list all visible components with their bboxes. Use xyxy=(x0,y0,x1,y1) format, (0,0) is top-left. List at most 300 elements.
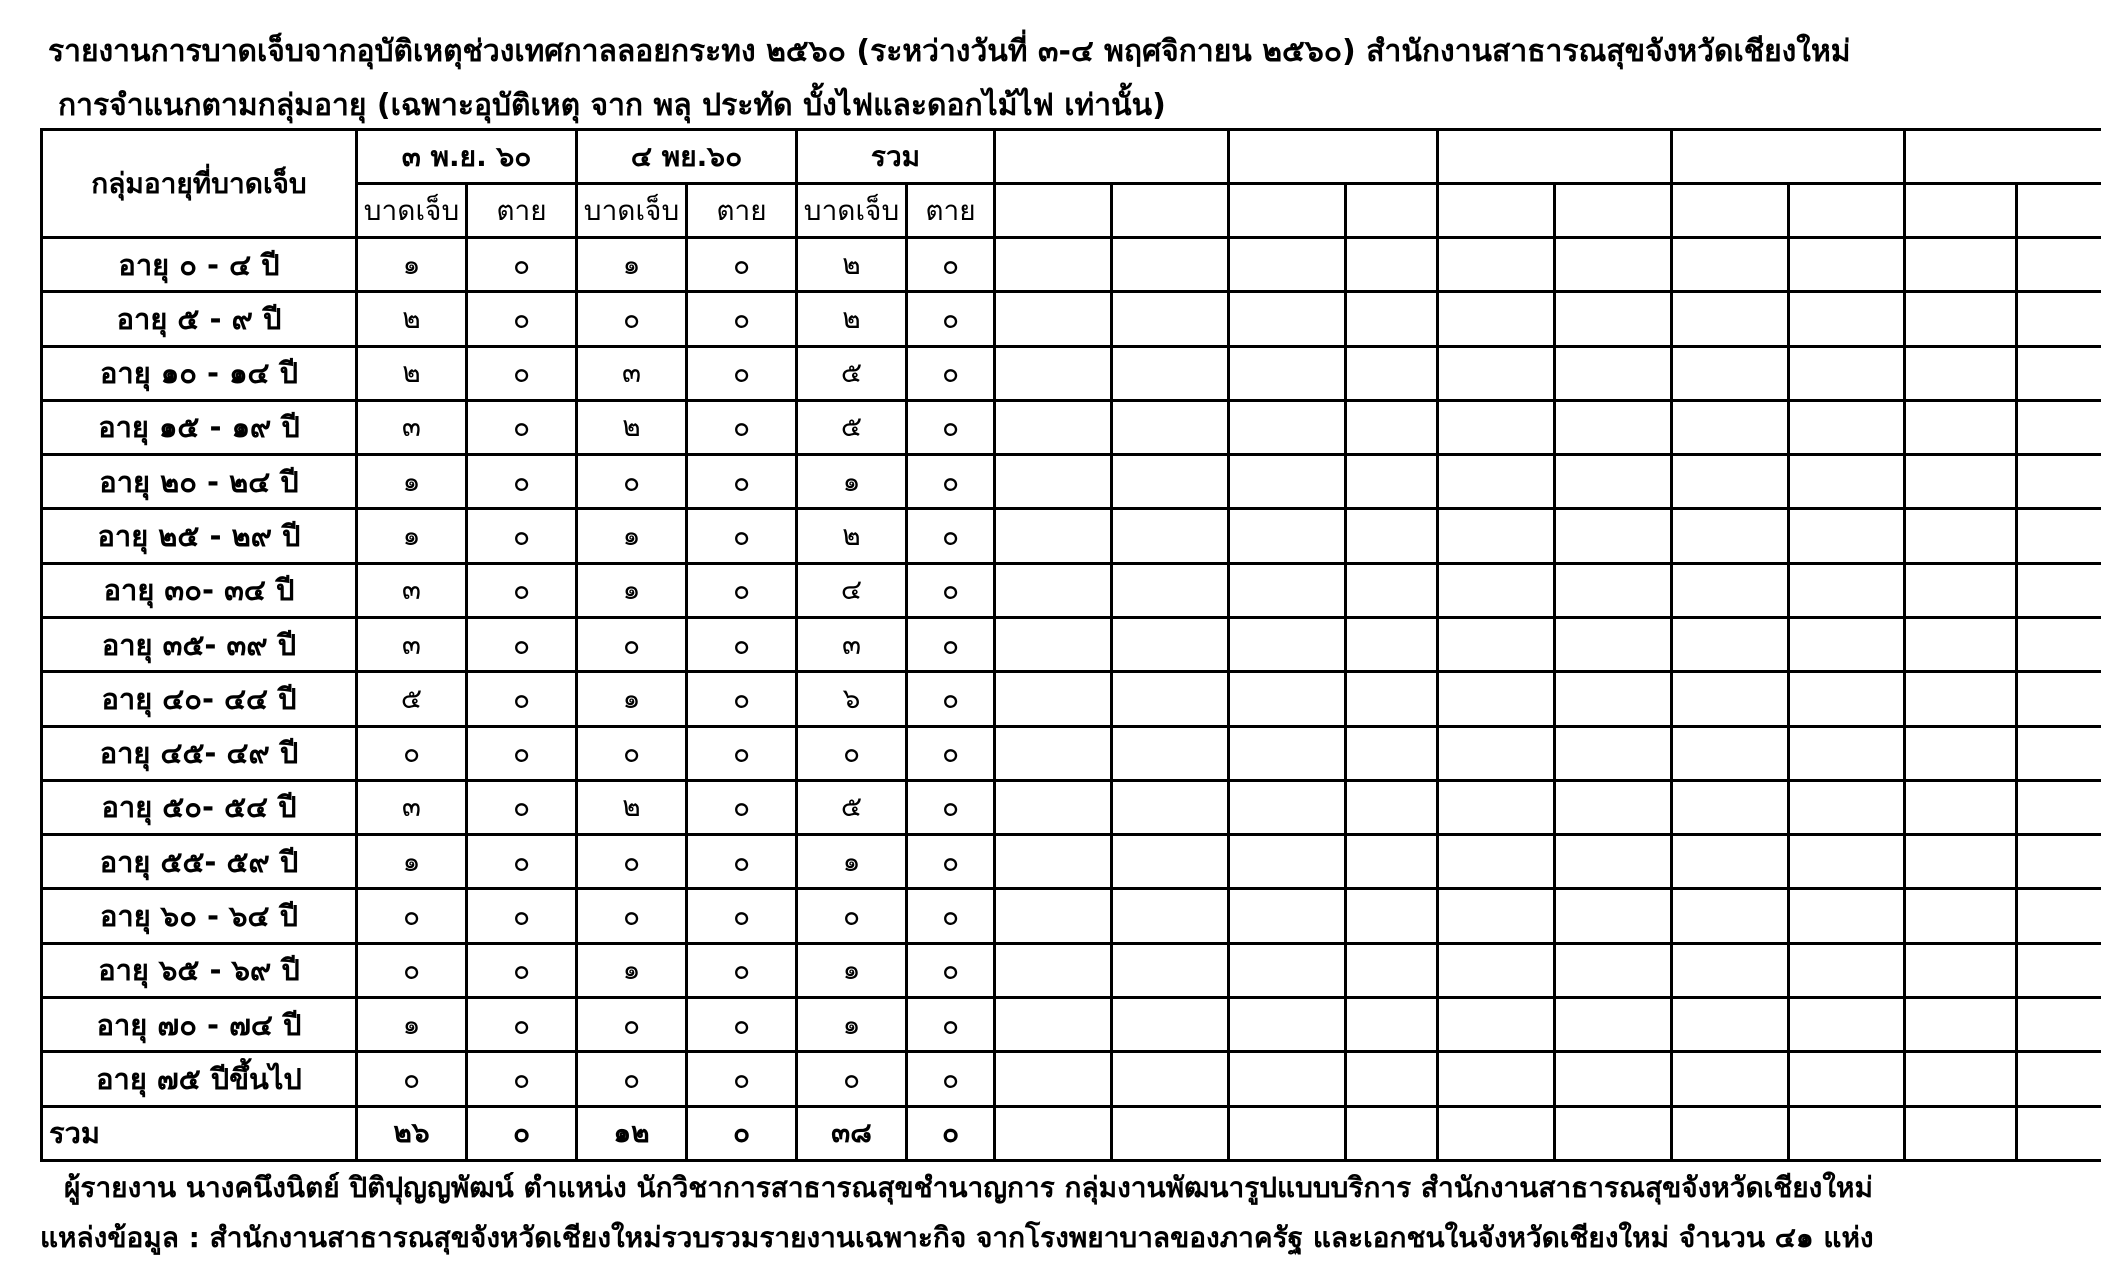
empty-cell xyxy=(1672,1106,1789,1161)
death-count: ๐ xyxy=(467,672,577,726)
empty-cell xyxy=(2017,672,2101,726)
death-count: ๐ xyxy=(467,889,577,943)
empty-cell xyxy=(1555,726,1672,780)
empty-sub-header xyxy=(2017,184,2101,238)
empty-cell xyxy=(1112,238,1229,292)
empty-cell xyxy=(995,943,1112,997)
age-group-label: อายุ ๔๕- ๔๙ ปี xyxy=(42,726,357,780)
empty-cell xyxy=(1789,997,1905,1051)
empty-sub-header xyxy=(1112,184,1229,238)
empty-cell xyxy=(1789,346,1905,400)
death-count: ๐ xyxy=(467,1106,577,1161)
death-count: ๐ xyxy=(467,455,577,509)
empty-sub-header xyxy=(1555,184,1672,238)
table-row xyxy=(42,726,2101,780)
death-count: ๐ xyxy=(687,726,797,780)
empty-cell xyxy=(1555,238,1672,292)
empty-cell xyxy=(1346,726,1438,780)
age-group-label: อายุ ๖๐ - ๖๔ ปี xyxy=(42,889,357,943)
empty-sub-header xyxy=(1229,184,1346,238)
empty-cell xyxy=(1789,672,1905,726)
empty-cell xyxy=(1555,292,1672,346)
age-group-label: อายุ ๕๐- ๕๔ ปี xyxy=(42,780,357,834)
empty-cell xyxy=(1112,889,1229,943)
empty-cell xyxy=(1438,835,1555,889)
empty-cell xyxy=(2017,346,2101,400)
empty-cell xyxy=(1555,835,1672,889)
injured-count: ๕ xyxy=(797,346,907,400)
empty-cell xyxy=(2017,780,2101,834)
empty-cell xyxy=(1905,563,2017,617)
empty-cell xyxy=(1789,780,1905,834)
empty-cell xyxy=(1112,1106,1229,1161)
injured-count: ๐ xyxy=(357,889,467,943)
empty-cell xyxy=(1229,617,1346,671)
injured-count: ๑ xyxy=(797,943,907,997)
injured-count: ๒ xyxy=(797,292,907,346)
age-group-label: อายุ ๓๕- ๓๙ ปี xyxy=(42,617,357,671)
empty-cell xyxy=(1672,672,1789,726)
injured-count: ๐ xyxy=(357,726,467,780)
empty-cell xyxy=(2017,943,2101,997)
empty-cell xyxy=(995,563,1112,617)
age-group-label: อายุ ๐ - ๔ ปี xyxy=(42,238,357,292)
age-group-label: อายุ ๑๕ - ๑๙ ปี xyxy=(42,400,357,454)
empty-cell xyxy=(1555,672,1672,726)
empty-cell xyxy=(1346,509,1438,563)
empty-cell xyxy=(1672,889,1789,943)
death-count: ๐ xyxy=(907,943,995,997)
empty-cell xyxy=(1112,997,1229,1051)
total-label: รวม xyxy=(42,1106,357,1161)
empty-cell xyxy=(1789,726,1905,780)
empty-sub-header xyxy=(1672,184,1789,238)
empty-cell xyxy=(1789,400,1905,454)
death-count: ๐ xyxy=(687,509,797,563)
death-count: ๐ xyxy=(467,835,577,889)
injured-count: ๑ xyxy=(357,997,467,1051)
empty-cell xyxy=(1905,400,2017,454)
empty-cell xyxy=(1438,292,1555,346)
empty-cell xyxy=(1555,780,1672,834)
empty-cell xyxy=(2017,835,2101,889)
empty-cell xyxy=(1905,943,2017,997)
empty-group-header xyxy=(1438,130,1672,184)
empty-cell xyxy=(1555,346,1672,400)
death-count: ๐ xyxy=(907,672,995,726)
empty-cell xyxy=(1555,889,1672,943)
injured-count: ๑ xyxy=(577,943,687,997)
empty-group-header xyxy=(1905,130,2101,184)
sub-header-dead: ตาย xyxy=(467,184,577,238)
report-subtitle: การจำแนกตามกลุ่มอายุ (เฉพาะอุบัติเหตุ จาก พลุ ประทัด บั้งไฟและดอกไม้ไฟ เท่านั้น) xyxy=(58,88,1166,123)
empty-cell xyxy=(1438,780,1555,834)
empty-cell xyxy=(1112,617,1229,671)
death-count: ๐ xyxy=(467,509,577,563)
empty-cell xyxy=(1346,1052,1438,1106)
empty-cell xyxy=(1905,1052,2017,1106)
empty-cell xyxy=(1438,509,1555,563)
empty-cell xyxy=(1346,997,1438,1051)
empty-cell xyxy=(1112,346,1229,400)
injured-count: ๑ xyxy=(577,509,687,563)
empty-cell xyxy=(1672,617,1789,671)
death-count: ๐ xyxy=(467,292,577,346)
empty-cell xyxy=(1789,835,1905,889)
empty-cell xyxy=(1789,238,1905,292)
injured-count: ๐ xyxy=(577,617,687,671)
sub-header-injured: บาดเจ็บ xyxy=(357,184,467,238)
empty-cell xyxy=(1672,997,1789,1051)
empty-cell xyxy=(2017,563,2101,617)
empty-cell xyxy=(1672,346,1789,400)
empty-group-header xyxy=(995,130,1229,184)
empty-cell xyxy=(1112,292,1229,346)
table-row xyxy=(42,400,2101,454)
empty-cell xyxy=(1229,238,1346,292)
empty-cell xyxy=(1346,455,1438,509)
death-count: ๐ xyxy=(907,617,995,671)
injured-count: ๓ xyxy=(797,617,907,671)
empty-cell xyxy=(1438,889,1555,943)
injured-count: ๐ xyxy=(577,292,687,346)
empty-cell xyxy=(1789,1106,1905,1161)
death-count: ๐ xyxy=(907,238,995,292)
empty-cell xyxy=(1229,943,1346,997)
empty-cell xyxy=(1346,400,1438,454)
empty-cell xyxy=(995,835,1112,889)
empty-cell xyxy=(1229,726,1346,780)
empty-cell xyxy=(995,672,1112,726)
empty-cell xyxy=(2017,509,2101,563)
empty-cell xyxy=(2017,400,2101,454)
group-header-nov3: ๓ พ.ย. ๖๐ xyxy=(357,130,577,184)
death-count: ๐ xyxy=(467,238,577,292)
empty-sub-header xyxy=(1438,184,1555,238)
table-row xyxy=(42,455,2101,509)
empty-cell xyxy=(1905,455,2017,509)
empty-cell xyxy=(1905,780,2017,834)
empty-cell xyxy=(1112,400,1229,454)
injured-count: ๑ xyxy=(797,997,907,1051)
injured-count: ๐ xyxy=(577,1052,687,1106)
table-row xyxy=(42,943,2101,997)
empty-cell xyxy=(1555,455,1672,509)
empty-cell xyxy=(1229,780,1346,834)
injured-count: ๑ xyxy=(357,835,467,889)
sub-header-injured: บาดเจ็บ xyxy=(797,184,907,238)
empty-cell xyxy=(995,997,1112,1051)
empty-sub-header xyxy=(1789,184,1905,238)
death-count: ๐ xyxy=(467,726,577,780)
death-count: ๐ xyxy=(467,617,577,671)
death-count: ๐ xyxy=(687,997,797,1051)
empty-cell xyxy=(1438,455,1555,509)
empty-cell xyxy=(2017,997,2101,1051)
empty-cell xyxy=(1346,563,1438,617)
empty-cell xyxy=(995,780,1112,834)
table-row xyxy=(42,292,2101,346)
empty-cell xyxy=(1438,1052,1555,1106)
death-count: ๐ xyxy=(907,1052,995,1106)
injured-count: ๒ xyxy=(797,238,907,292)
death-count: ๐ xyxy=(907,346,995,400)
table-row xyxy=(42,780,2101,834)
injured-count: ๐ xyxy=(797,889,907,943)
empty-cell xyxy=(1789,1052,1905,1106)
injured-count: ๒ xyxy=(797,509,907,563)
empty-group-header xyxy=(1229,130,1438,184)
empty-cell xyxy=(1438,672,1555,726)
empty-cell xyxy=(1672,1052,1789,1106)
age-group-label: อายุ ๓๐- ๓๔ ปี xyxy=(42,563,357,617)
empty-cell xyxy=(1438,617,1555,671)
empty-cell xyxy=(995,400,1112,454)
empty-cell xyxy=(995,889,1112,943)
empty-cell xyxy=(1112,455,1229,509)
injured-count: ๑๒ xyxy=(577,1106,687,1161)
empty-cell xyxy=(995,1052,1112,1106)
table-row xyxy=(42,509,2101,563)
empty-cell xyxy=(1346,346,1438,400)
empty-cell xyxy=(1346,943,1438,997)
death-count: ๐ xyxy=(687,1106,797,1161)
age-group-label: อายุ ๑๐ - ๑๔ ปี xyxy=(42,346,357,400)
injured-count: ๐ xyxy=(797,1052,907,1106)
empty-cell xyxy=(1229,1106,1346,1161)
empty-cell xyxy=(1672,726,1789,780)
table-row xyxy=(42,563,2101,617)
empty-cell xyxy=(1672,509,1789,563)
empty-cell xyxy=(1905,1106,2017,1161)
table-row xyxy=(42,346,2101,400)
injured-count: ๑ xyxy=(577,563,687,617)
empty-cell xyxy=(1346,617,1438,671)
empty-cell xyxy=(2017,455,2101,509)
injured-count: ๓ xyxy=(357,780,467,834)
empty-cell xyxy=(1555,997,1672,1051)
table-row xyxy=(42,889,2101,943)
empty-cell xyxy=(1789,455,1905,509)
report-title: รายงานการบาดเจ็บจากอุบัติเหตุช่วงเทศกาลลอยกระทง ๒๕๖๐ (ระหว่างวันที่ ๓-๔ พฤศจิกายน ๒๕๖๐) สำนักงานสาธารณสุขจังหวัดเชียงใหม่ xyxy=(48,34,1851,69)
empty-cell xyxy=(1438,346,1555,400)
empty-cell xyxy=(1346,780,1438,834)
empty-cell xyxy=(1438,400,1555,454)
death-count: ๐ xyxy=(687,238,797,292)
empty-cell xyxy=(1112,943,1229,997)
empty-cell xyxy=(1905,346,2017,400)
death-count: ๐ xyxy=(907,400,995,454)
death-count: ๐ xyxy=(907,509,995,563)
empty-cell xyxy=(1112,509,1229,563)
death-count: ๐ xyxy=(687,835,797,889)
injured-count: ๕ xyxy=(797,780,907,834)
sub-header-dead: ตาย xyxy=(687,184,797,238)
injured-count: ๑ xyxy=(357,455,467,509)
empty-cell xyxy=(2017,238,2101,292)
sub-header-injured: บาดเจ็บ xyxy=(577,184,687,238)
age-group-label: อายุ ๒๐ - ๒๔ ปี xyxy=(42,455,357,509)
injured-count: ๐ xyxy=(577,726,687,780)
empty-cell xyxy=(1789,889,1905,943)
empty-cell xyxy=(1229,889,1346,943)
empty-cell xyxy=(1112,563,1229,617)
injured-count: ๐ xyxy=(577,835,687,889)
empty-cell xyxy=(1438,943,1555,997)
empty-sub-header xyxy=(995,184,1112,238)
empty-cell xyxy=(995,617,1112,671)
empty-cell xyxy=(1229,1052,1346,1106)
empty-cell xyxy=(1229,835,1346,889)
empty-cell xyxy=(1438,238,1555,292)
table-row xyxy=(42,997,2101,1051)
age-group-header: กลุ่มอายุที่บาดเจ็บ xyxy=(42,130,357,238)
empty-cell xyxy=(2017,1052,2101,1106)
injured-count: ๒ xyxy=(357,292,467,346)
empty-cell xyxy=(1346,889,1438,943)
empty-cell xyxy=(1229,563,1346,617)
empty-cell xyxy=(1905,835,2017,889)
header-row-groups xyxy=(42,130,2101,184)
empty-sub-header xyxy=(1346,184,1438,238)
empty-cell xyxy=(1905,617,2017,671)
death-count: ๐ xyxy=(907,997,995,1051)
injured-count: ๑ xyxy=(357,509,467,563)
empty-cell xyxy=(2017,1106,2101,1161)
death-count: ๐ xyxy=(907,835,995,889)
empty-cell xyxy=(1438,726,1555,780)
empty-cell xyxy=(1112,780,1229,834)
empty-cell xyxy=(1905,889,2017,943)
empty-cell xyxy=(1789,292,1905,346)
age-group-label: อายุ ๒๕ - ๒๙ ปี xyxy=(42,509,357,563)
injured-count: ๑ xyxy=(357,238,467,292)
empty-cell xyxy=(1905,292,2017,346)
empty-cell xyxy=(2017,617,2101,671)
empty-cell xyxy=(1789,943,1905,997)
death-count: ๐ xyxy=(907,726,995,780)
injured-count: ๑ xyxy=(577,238,687,292)
empty-cell xyxy=(1555,400,1672,454)
death-count: ๐ xyxy=(687,346,797,400)
injured-count: ๐ xyxy=(577,997,687,1051)
empty-cell xyxy=(1438,997,1555,1051)
death-count: ๐ xyxy=(467,1052,577,1106)
data-source-note: แหล่งข้อมูล : สำนักงานสาธารณสุขจังหวัดเชียงใหม่รวบรวมรายงานเฉพาะกิจ จากโรงพยาบาลของภาครัฐ และเอกชนในจังหวัดเชียงใหม่ จำนวน ๔๑ แห่ง xyxy=(40,1221,1874,1254)
empty-cell xyxy=(1672,563,1789,617)
empty-cell xyxy=(1229,400,1346,454)
empty-cell xyxy=(1438,1106,1555,1161)
empty-cell xyxy=(1555,943,1672,997)
empty-cell xyxy=(1672,943,1789,997)
empty-cell xyxy=(1905,672,2017,726)
table-row xyxy=(42,835,2101,889)
injured-count: ๑ xyxy=(577,672,687,726)
empty-cell xyxy=(1112,835,1229,889)
empty-cell xyxy=(1112,672,1229,726)
table-row xyxy=(42,238,2101,292)
death-count: ๐ xyxy=(467,780,577,834)
empty-cell xyxy=(2017,726,2101,780)
death-count: ๐ xyxy=(907,1106,995,1161)
death-count: ๐ xyxy=(687,672,797,726)
injured-count: ๔ xyxy=(797,563,907,617)
death-count: ๐ xyxy=(687,943,797,997)
empty-cell xyxy=(995,455,1112,509)
injured-count: ๑ xyxy=(797,835,907,889)
injured-count: ๐ xyxy=(357,943,467,997)
empty-cell xyxy=(1346,672,1438,726)
empty-cell xyxy=(1672,780,1789,834)
injured-count: ๒ xyxy=(577,400,687,454)
injured-count: ๐ xyxy=(577,455,687,509)
empty-cell xyxy=(1555,509,1672,563)
injured-count: ๓ xyxy=(577,346,687,400)
injured-count: ๓ xyxy=(357,617,467,671)
empty-cell xyxy=(995,238,1112,292)
empty-cell xyxy=(1789,617,1905,671)
empty-cell xyxy=(1789,563,1905,617)
death-count: ๐ xyxy=(907,563,995,617)
death-count: ๐ xyxy=(907,292,995,346)
empty-cell xyxy=(1229,509,1346,563)
age-group-label: อายุ ๖๕ - ๖๙ ปี xyxy=(42,943,357,997)
death-count: ๐ xyxy=(467,563,577,617)
empty-cell xyxy=(1346,1106,1438,1161)
injured-count: ๒ xyxy=(357,346,467,400)
injured-count: ๖ xyxy=(797,672,907,726)
empty-cell xyxy=(2017,292,2101,346)
empty-cell xyxy=(1346,835,1438,889)
empty-group-header xyxy=(1672,130,1905,184)
death-count: ๐ xyxy=(687,780,797,834)
death-count: ๐ xyxy=(467,400,577,454)
table-row xyxy=(42,1052,2101,1106)
age-group-label: อายุ ๗๐ - ๗๔ ปี xyxy=(42,997,357,1051)
empty-cell xyxy=(1672,400,1789,454)
injured-count: ๐ xyxy=(797,726,907,780)
empty-cell xyxy=(995,509,1112,563)
death-count: ๐ xyxy=(687,292,797,346)
table-body xyxy=(42,238,2101,1161)
injured-count: ๒๖ xyxy=(357,1106,467,1161)
death-count: ๐ xyxy=(907,455,995,509)
injured-count: ๒ xyxy=(577,780,687,834)
empty-cell xyxy=(1672,238,1789,292)
empty-cell xyxy=(1346,238,1438,292)
empty-cell xyxy=(1672,835,1789,889)
empty-cell xyxy=(1789,509,1905,563)
injured-count: ๓๘ xyxy=(797,1106,907,1161)
empty-cell xyxy=(1229,455,1346,509)
empty-cell xyxy=(1905,997,2017,1051)
injury-table xyxy=(40,128,2101,1162)
table-row xyxy=(42,672,2101,726)
empty-cell xyxy=(1905,509,2017,563)
empty-cell xyxy=(1229,997,1346,1051)
death-count: ๐ xyxy=(467,943,577,997)
age-group-label: อายุ ๗๕ ปีขึ้นไป xyxy=(42,1052,357,1106)
injured-count: ๑ xyxy=(797,455,907,509)
death-count: ๐ xyxy=(687,563,797,617)
group-header-nov4: ๔ พย.๖๐ xyxy=(577,130,797,184)
empty-cell xyxy=(1555,563,1672,617)
empty-cell xyxy=(995,726,1112,780)
injured-count: ๓ xyxy=(357,400,467,454)
empty-cell xyxy=(1229,292,1346,346)
death-count: ๐ xyxy=(687,400,797,454)
age-group-label: อายุ ๕๕- ๕๙ ปี xyxy=(42,835,357,889)
